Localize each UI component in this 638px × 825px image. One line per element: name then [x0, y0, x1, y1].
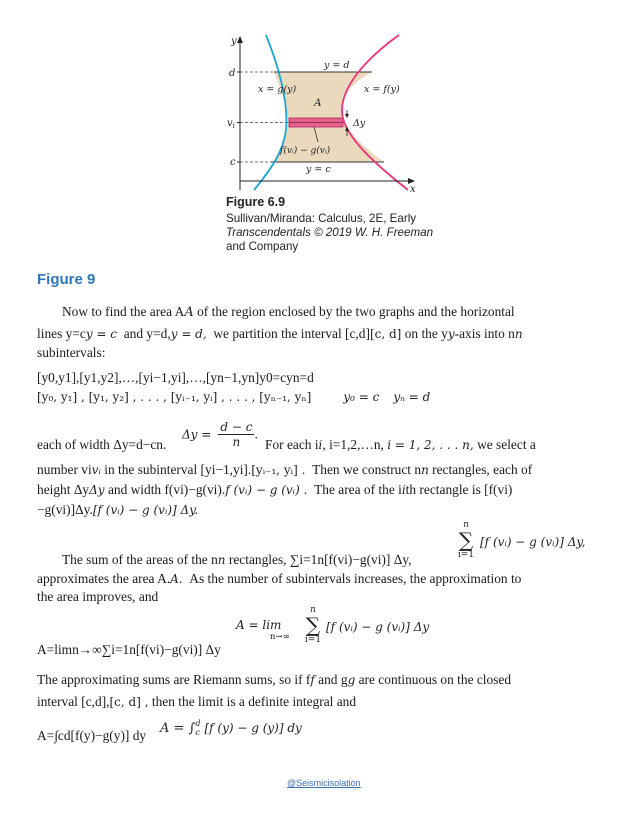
text-line-4: [y0,y1],[y1,y2],…,[yi−1,yi],…,[yn−1,yn]y0=cyn=d: [37, 370, 314, 385]
curve-g: [254, 35, 286, 190]
text-line-7: number vivᵢ in the subinterval [yi−1,yi].[yᵢ₋₁, yᵢ] . Then we construct nn rectangles, each of: [37, 462, 533, 477]
dy-formula: Δy = $\frac{d - c}{n}$ .: [182, 420, 259, 449]
label-y-eq-c: y = c: [306, 164, 331, 175]
text-line-13: A=limn→∞∑i=1n[f(vi)−g(vi)] Δy: [37, 642, 221, 657]
text-line-15: interval [c,d],[c, d] , then the limit is a definite integral and: [37, 694, 357, 709]
tick-c-label: c: [230, 157, 236, 168]
figure-caption-title: Figure 6.9: [226, 195, 286, 209]
integral-display: A = ∫ d c [f (y) − g (y)] dy: [160, 719, 302, 738]
figure-caption-line2: Transcendentals © 2019 W. H. Freeman: [226, 226, 434, 239]
figure-caption-line3: and Company: [226, 240, 299, 253]
curve-f: [342, 35, 408, 190]
partition-math: [y₀, y₁] , [y₁, y₂] , . . . , [yᵢ₋₁, yᵢ] , . . . , [yₙ₋₁, yₙ] y₀ = c yₙ = d: [37, 390, 431, 404]
text-line-1: Now to find the area AA of the region enclosed by the two graphs and the horizontal: [62, 304, 515, 320]
tick-d-label: d: [229, 68, 236, 79]
label-y-eq-d: y = d: [324, 60, 350, 71]
footer-watermark-link[interactable]: @Seismicisolation: [287, 778, 361, 788]
text-line-10: The sum of the areas of the nn rectangles, ∑i=1n[f(vi)−g(vi)] Δy,: [62, 552, 412, 567]
text-line-2: lines y=cy = c and y=d,y = d, we partition the interval [c,d][c, d] on the yy-axis into nn: [37, 326, 523, 341]
figure-caption-line1: Sullivan/Miranda: Calculus, 2E, Early: [226, 212, 417, 225]
label-x-eq-f: x = f(y): [364, 84, 400, 95]
sum-display: n ∑ i=1: [457, 520, 475, 560]
limit-sum: n ∑ i=1: [304, 605, 322, 645]
text-line-8: height ΔyΔy and width f(vi)−g(vi).f (vᵢ) − g (vᵢ) . The area of the iith rectangle is [f(vi): [37, 482, 513, 497]
figure-6-9-graph: [214, 30, 424, 195]
text-line-14: The approximating sums are Riemann sums, so if ff and gg are continuous on the closed: [37, 672, 512, 687]
text-line-6b: For each ii, i=1,2,…n, i = 1, 2, . . . n, we select a: [265, 437, 536, 452]
limit-body: [f (vᵢ) − g (vᵢ)] Δy: [326, 620, 430, 634]
limit-lhs: A = lim n→∞: [236, 618, 290, 642]
text-line-11: approximates the area A.A. As the number of subintervals increases, the approximation to: [37, 571, 522, 586]
text-line-6a: each of width Δy=d−cn.: [37, 437, 167, 452]
x-axis-label: x: [410, 184, 416, 195]
text-line-9: −g(vi)]Δy.[f (vᵢ) − g (vᵢ)] Δy.: [37, 502, 199, 517]
text-line-3: subintervals:: [37, 345, 106, 360]
text-line-12: the area improves, and: [37, 589, 159, 604]
label-dy: Δy: [353, 118, 366, 129]
label-A: A: [314, 97, 322, 109]
label-x-eq-g: x = g(y): [258, 84, 297, 95]
text-line-16: A=∫cd[f(y)−g(y)] dy: [37, 728, 147, 743]
label-fv-minus-gv: f(vᵢ) − g(vᵢ): [280, 146, 331, 156]
section-heading: Figure 9: [37, 271, 96, 288]
sum-body: [f (vᵢ) − g (vᵢ)] Δy,: [480, 535, 586, 549]
tick-vi-label: $v_i$: [227, 118, 235, 130]
y-axis-label: y: [231, 36, 237, 47]
